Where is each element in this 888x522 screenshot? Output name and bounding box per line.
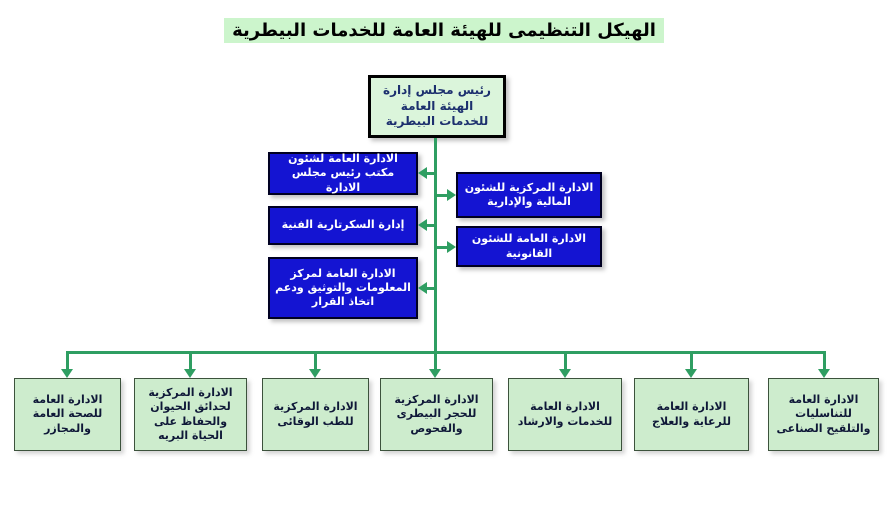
connector-left-1	[427, 172, 436, 175]
connector-drop-6	[690, 351, 693, 369]
connector-drop-4	[434, 351, 437, 369]
org-node-public-health-slaughterhouses: الادارة العامة للصحة العامة والمجازر	[14, 378, 121, 451]
connector-left-2	[427, 224, 436, 227]
arrow-left-icon	[418, 282, 427, 294]
org-node-veterinary-quarantine: الادارة المركزية للحجر البيطرى والفحوص	[380, 378, 493, 451]
arrow-down-icon	[685, 369, 697, 378]
connector-drop-5	[564, 351, 567, 369]
arrow-down-icon	[61, 369, 73, 378]
connector-drop-2	[189, 351, 192, 369]
org-node-legal-affairs: الادارة العامة للشئون القانونية	[456, 226, 602, 267]
org-node-financial-admin-affairs: الادارة المركزية للشئون المالية والإدارية	[456, 172, 602, 218]
org-node-services-extension: الادارة العامة للخدمات والارشاد	[508, 378, 622, 451]
connector-left-3	[427, 287, 436, 290]
org-node-reproduction-artificial-insemination: الادارة العامة للتناسليات والتلقيح الصناعى	[768, 378, 879, 451]
arrow-down-icon	[818, 369, 830, 378]
connector-right-2	[437, 246, 447, 249]
connector-drop-7	[823, 351, 826, 369]
arrow-down-icon	[184, 369, 196, 378]
org-node-information-center: الادارة العامة لمركز المعلومات والتوثيق ودعم اتخاذ القرار	[268, 257, 418, 319]
connector-drop-3	[314, 351, 317, 369]
arrow-left-icon	[418, 219, 427, 231]
arrow-down-icon	[559, 369, 571, 378]
arrow-left-icon	[418, 167, 427, 179]
org-node-chairman-office: الادارة العامة لشئون مكتب رئيس مجلس الادارة	[268, 152, 418, 195]
page-title: الهيكل التنظيمى للهيئة العامة للخدمات البيطرية	[224, 18, 664, 43]
org-node-zoos-wildlife: الادارة المركزية لحدائق الحيوان والحفاظ على الحياة البريه	[134, 378, 247, 451]
arrow-right-icon	[447, 241, 456, 253]
page-title-wrap	[0, 18, 888, 43]
connector-right-1	[437, 194, 447, 197]
arrow-down-icon	[429, 369, 441, 378]
org-node-chairman: رئيس مجلس إدارة الهيئة العامة للخدمات البيطرية	[368, 75, 506, 138]
org-node-care-treatment: الادارة العامة للرعاية والعلاج	[634, 378, 749, 451]
connector-distribution-horizontal	[66, 351, 826, 354]
connector-drop-1	[66, 351, 69, 369]
arrow-right-icon	[447, 189, 456, 201]
org-node-technical-secretariat: إدارة السكرتارية الفنية	[268, 206, 418, 245]
org-node-preventive-medicine: الادارة المركزية للطب الوقائى	[262, 378, 369, 451]
arrow-down-icon	[309, 369, 321, 378]
